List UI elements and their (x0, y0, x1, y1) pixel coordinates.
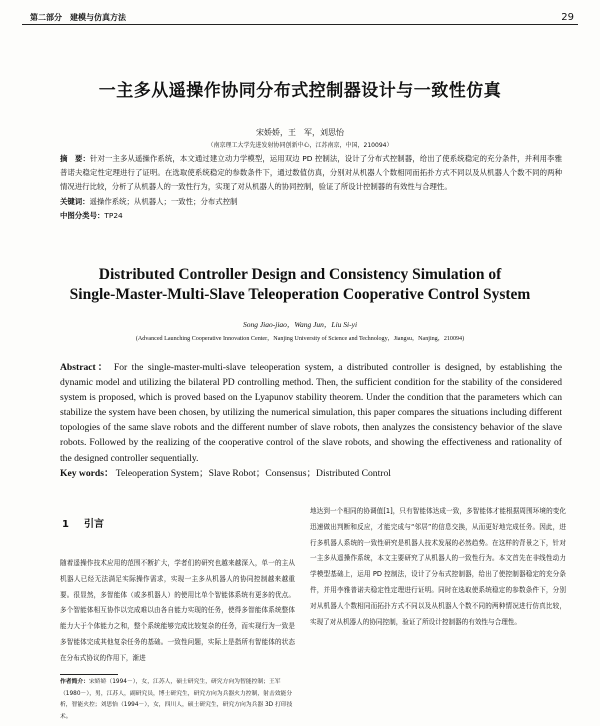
english-abstract-text: For the single-master-multi-slave teleoperation system, a distributed controller is designed, by establishing the dynamic model and utilizing the bilateral PD controlling method. Then, the sufficient condition for the stability of the considered system is proposed, which is proved based on the Lyapunov stability theorem. Under the condition that the parameters which can stabilize the system have been chosen, by utilizing the numerical simulation, this paper compares the situations including different topologies of the same slave robots and the different number of slave robots, then analyzes the consistency behavior of the slave robots. Followed by the realizing of the cooperative control of the slave robots, and showing the effectiveness and rationality of the designed controller sequentially. (60, 362, 563, 464)
english-abstract-label: Abstract： (60, 362, 110, 373)
header-rule (22, 24, 578, 25)
section-number: 1 (62, 519, 69, 530)
running-header (22, 8, 578, 22)
chinese-title: 一主多从遥操作协同分布式控制器设计与一致性仿真 (98, 81, 502, 101)
section-title: 引言 (84, 519, 104, 530)
english-authors: Song Jiao-jiao，Wang Jun，Liu Si-yi (242, 320, 358, 329)
chinese-clc-text: TP24 (104, 210, 123, 220)
chinese-keywords-label: 关键词： (60, 196, 90, 206)
english-abstract (60, 360, 562, 481)
chinese-abstract-text: 针对一主多从遥操作系统，本文通过建立动力学模型，运用双边 PD 控制法，设计了分布式控制器，给出了使系统稳定的充分条件，并利用李雅普诺夫稳定性定理进行了证明。在选取使系统稳定的参数条件下，通过数值仿真，分别对从机器人个数相同而拓扑方式不同以及从机器人个数不同的两种情况进行比较，分析了从机器人的一致性行为，实现了对从机器人的协同控制，验证了所设计控制器的有效性与合理性。 (60, 154, 562, 192)
footnote-label: 作者简介： (60, 679, 89, 685)
english-title-line-2: Single-Master-Multi-Slave Teleoperation Cooperative Control System (69, 286, 531, 303)
body-column-right: 地达到一个相同的协调值[1]，只有智能体达成一致，多智能体才能根据周围环境的变化迅速做出判断和反应，才能完成与“邻居”的信息交换，从而更好地完成任务。因此，进行多机器人系统的一致性研究是机器人技术发展的必然趋势。在这样的背景之下，针对一主多从遥操作系统，本文主要研究了从机器人的一致性行为。本文首先在非线性动力学模型基础上，运用 PD 控制法，设计了分布式控制器，给出了使控制器稳定的充分条件，并用李雅普诺夫稳定性定理进行证明。同时在选取使系统稳定的参数条件下，分别对从机器人个数相同而拓扑方式不同以及从机器人个数不同的两种情况进行仿真比较，实现了对从机器人的协同控制，验证了所设计控制器的有效性与合理性。 (310, 507, 566, 626)
chinese-clc (60, 209, 562, 223)
header-section-title: 第二部分 建模与仿真方法 (30, 13, 126, 22)
chinese-authors: 宋娇娇，王 军，刘思怡 (256, 128, 344, 137)
chinese-affiliation: （南京理工大学先进发射协同创新中心，江苏南京，中国，210094） (207, 142, 393, 149)
chinese-keywords-text: 遥操作系统；从机器人；一致性；分布式控制 (89, 196, 238, 206)
page-number: 29 (561, 12, 574, 23)
chinese-abstract (60, 152, 562, 223)
author-footnote (60, 677, 296, 723)
english-keywords (60, 466, 562, 481)
english-keywords-label: Key words： (60, 467, 114, 479)
body-column-left: 随着遥操作技术应用的范围不断扩大，学者们的研究也越来越深入，单一的主从机器人已经无法满足实际操作需求，实现一主多从机器人的协同控制越来越重要。很显然，多智能体（或多机器人）的使用比单个智能体系统有更多的优点。多个智能体相互协作以完成难以由各自能力实现的任务，使得多智能体系统整体能力大于个体能力之和，整个系统能够完成比较复杂的任务，而实现行为一致是多智能体完成其他复杂任务的基础。一致性问题，实际上是指所有智能体的状态在分布式协议的作用下，渐进 (60, 559, 295, 662)
english-affiliation: (Advanced Launching Cooperative Innovation Center，Nanjing University of Science and Technology，Jiangsu，Nanjing，210094) (135, 336, 465, 342)
english-keywords-text: Teleoperation System；Slave Robot；Consensus；Distributed Control (115, 467, 391, 479)
chinese-clc-label: 中图分类号： (60, 210, 105, 220)
footnote-rule (60, 674, 118, 675)
footnote-text: 宋娇娇（1994－），女，江苏人，硕士研究生，研究方向为智能控制；王军（1980－），男，江苏人，副研究员，博士研究生，研究方向为兵器火力控制，射击效能分析，智能火控；刘思怡（1994－），女，四川人，硕士研究生，研究方向为兵器 3D 打印技术。 (60, 679, 293, 720)
section-heading-introduction (62, 515, 104, 530)
chinese-keywords (60, 195, 562, 209)
english-title-line-1: Distributed Controller Design and Consistency Simulation of (98, 266, 502, 283)
chinese-abstract-body (60, 152, 562, 195)
chinese-abstract-label: 摘 要： (60, 154, 90, 163)
english-title (0, 265, 600, 305)
english-abstract-body (60, 360, 562, 466)
